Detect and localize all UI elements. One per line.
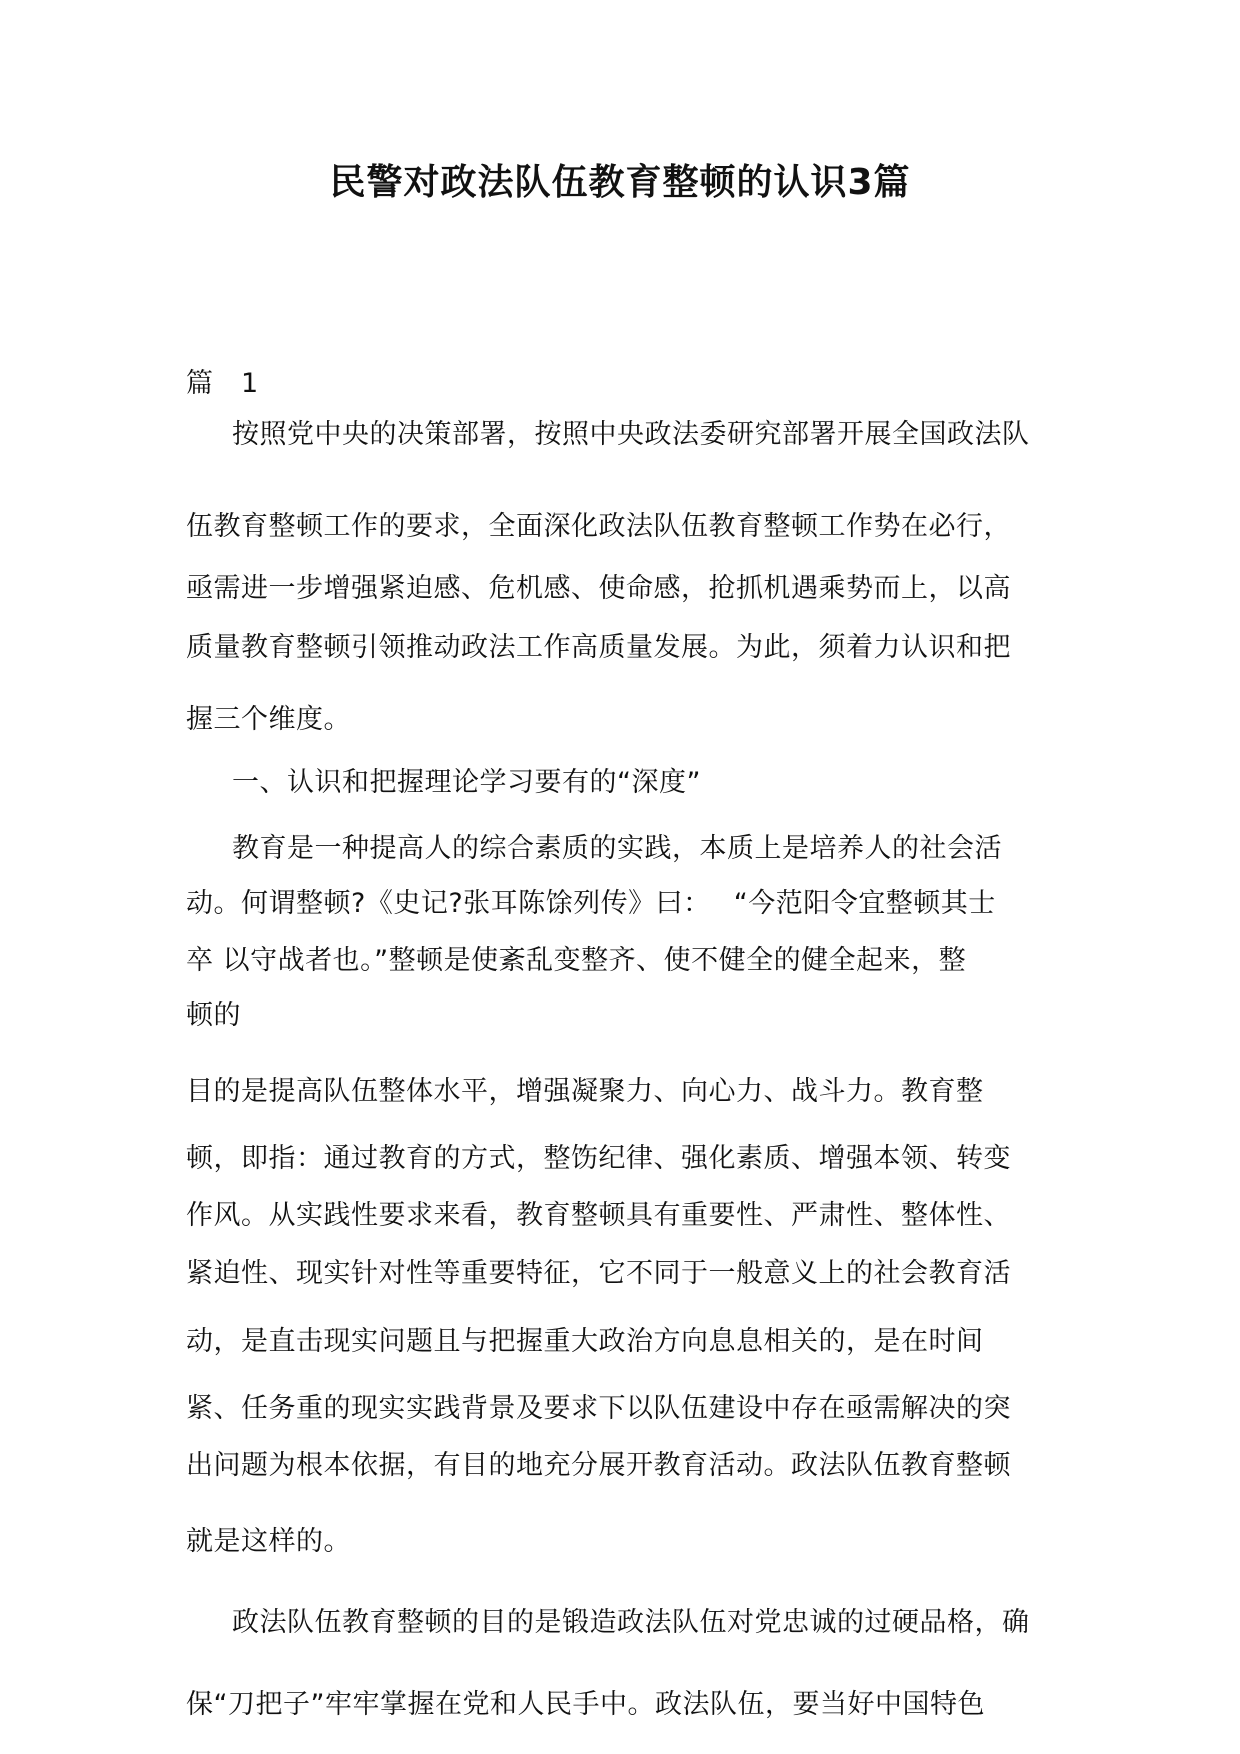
- paragraph-line: 动。何谓整顿?《史记?张耳陈馀列传》曰： “今范阳令宜整顿其士: [186, 888, 996, 919]
- paragraph-line: 质量教育整顿引领推动政法工作高质量发展。为此，须着力认识和把: [186, 632, 1011, 663]
- paragraph-line: 保“刀把子”牢牢掌握在党和人民手中。政法队伍，要当好中国特色: [186, 1689, 985, 1720]
- document-title: 民警对政法队伍教育整顿的认识3篇: [329, 162, 911, 203]
- paragraph-line: 顿，即指：通过教育的方式，整饬纪律、强化素质、增强本领、转变: [186, 1143, 1011, 1174]
- paragraph-line: 伍教育整顿工作的要求，全面深化政法队伍教育整顿工作势在必行，: [186, 511, 1011, 542]
- paragraph-line: 出问题为根本依据，有目的地充分展开教育活动。政法队伍教育整顿: [186, 1450, 1011, 1481]
- paragraph-line: 目的是提高队伍整体水平，增强凝聚力、向心力、战斗力。教育整: [186, 1076, 984, 1107]
- paragraph-line: 握三个维度。: [186, 704, 351, 735]
- paragraph-line: 教育是一种提高人的综合素质的实践，本质上是培养人的社会活: [232, 833, 1002, 864]
- paragraph-line: 卒 以守战者也。”整顿是使紊乱变整齐、使不健全的健全起来，整: [186, 945, 967, 976]
- paragraph-line: 按照党中央的决策部署，按照中央政法委研究部署开展全国政法队: [232, 419, 1030, 450]
- paragraph-line: 就是这样的。: [186, 1526, 351, 1557]
- paragraph-line: 紧迫性、现实针对性等重要特征，它不同于一般意义上的社会教育活: [186, 1258, 1011, 1289]
- paragraph-line: 政法队伍教育整顿的目的是锻造政法队伍对党忠诚的过硬品格，确: [232, 1607, 1030, 1638]
- paragraph-line: 动，是直击现实问题且与把握重大政治方向息息相关的，是在时间: [186, 1326, 984, 1357]
- section-heading: 一、认识和把握理论学习要有的“深度”: [232, 767, 701, 798]
- paragraph-line: 亟需进一步增强紧迫感、危机感、使命感，抢抓机遇乘势而上，以高: [186, 573, 1011, 604]
- paragraph-line: 作风。从实践性要求来看，教育整顿具有重要性、严肃性、整体性、: [186, 1200, 1011, 1231]
- section-label: 篇 1: [186, 368, 259, 399]
- paragraph-line: 顿的: [186, 1000, 241, 1031]
- paragraph-line: 紧、任务重的现实实践背景及要求下以队伍建设中存在亟需解决的突: [186, 1393, 1011, 1424]
